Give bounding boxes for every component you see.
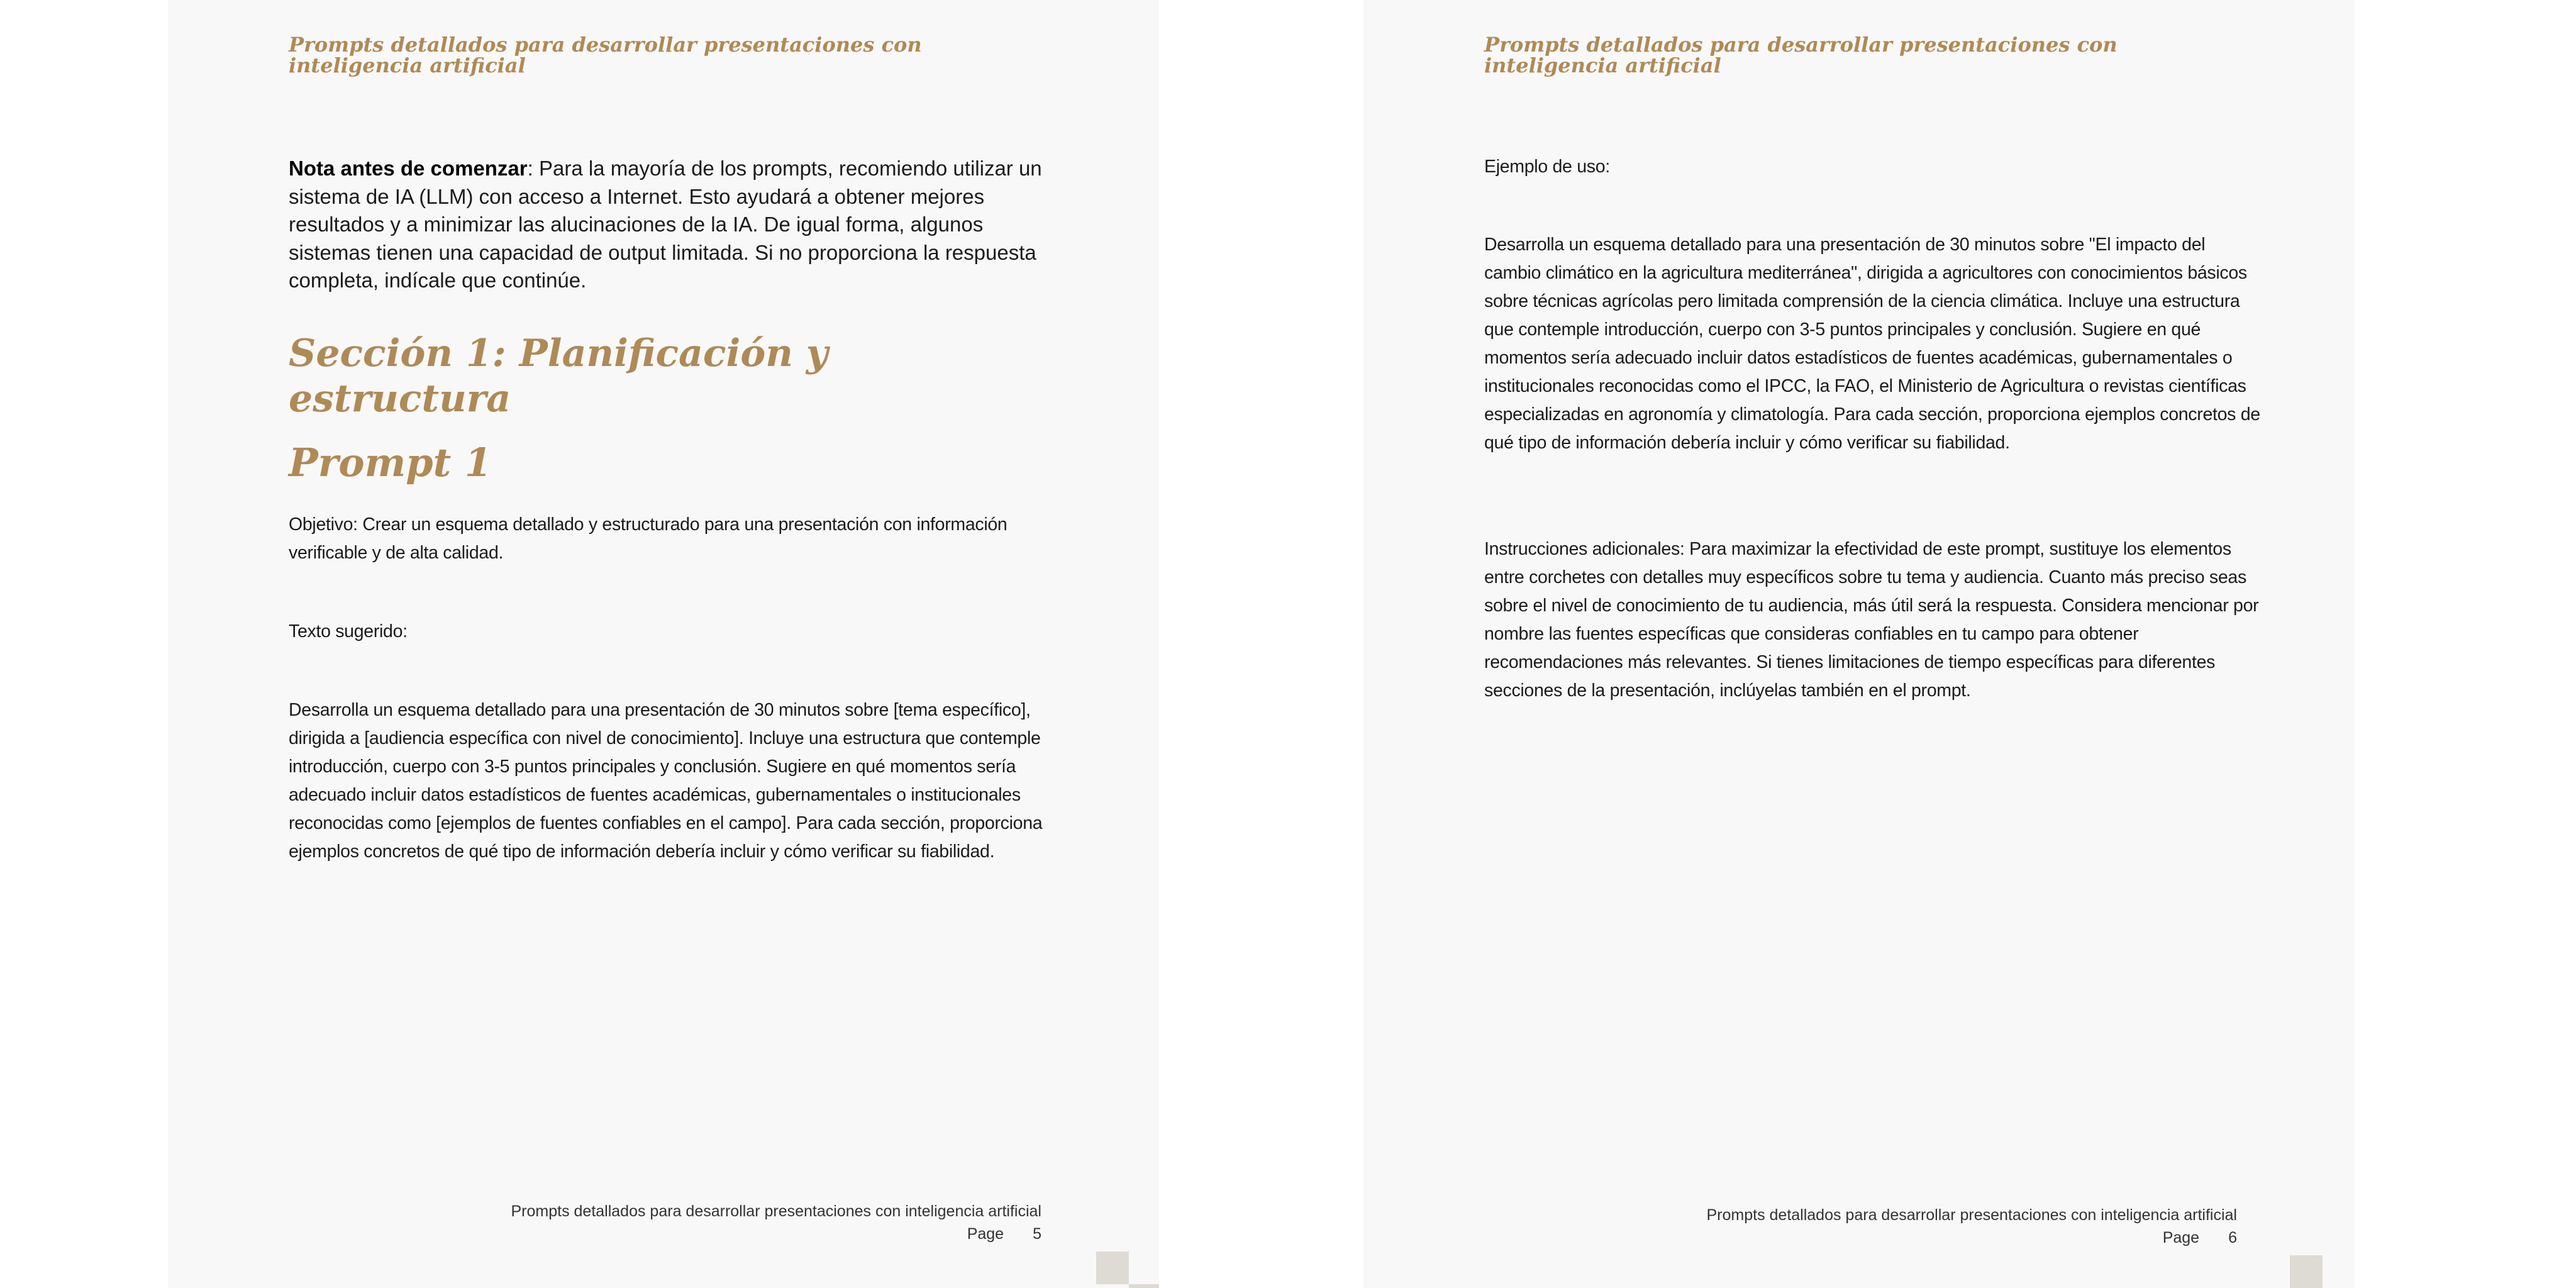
example-label: Ejemplo de uso:: [1484, 157, 1610, 177]
footer-page-label: Page: [2162, 1229, 2200, 1246]
note-text: : Para la mayoría de los prompts, recomiendo utilizar un sistema de IA (LLM) con acceso a Internet. Esto ayudará a obtener mejores resultados y a minimizar las alucinaciones de la IA. De igual forma, algunos sistemas tienen una capacidad de output limitada. Si no proporciona la respuesta completa, indícale que continúe.: [289, 157, 1042, 292]
suggested-text-label: Texto sugerido:: [289, 621, 408, 641]
suggested-text-paragraph: Desarrolla un esquema detallado para una presentación de 30 minutos sobre [tema específico], dirigida a [audiencia específica con nivel de conocimiento]. Incluye una estructura que contemple introducción, cuerpo con 3-5 puntos principales y conclusión. Sugiere en qué momentos sería adecuado incluir datos estadísticos de fuentes académicas, gubernamentales o institucionales reconocidas como [ejemplos de fuentes confiables en el campo]. Para cada sección, proporciona ejemplos concretos de qué tipo de información debería incluir y cómo verificar su fiabilidad.: [289, 700, 1043, 862]
footer-page-number: 6: [2228, 1229, 2237, 1246]
example-paragraph: Desarrolla un esquema detallado para una presentación de 30 minutos sobre "El impacto del cambio climático en la agricultura mediterránea", dirigida a agricultores con conocimientos básicos sobre técnicas agrícolas pero limitada comprensión de la ciencia climática. Incluye una estructura que contemple introducción, cuerpo con 3-5 puntos principales y conclusión. Sugiere en qué momentos sería adecuado incluir datos estadísticos de fuentes académicas, gubernamentales o institucionales reconocidas como el IPCC, la FAO, el Ministerio de Agricultura o revistas científicas especializadas en agronomía y climatología. Para cada sección, proporciona ejemplos concretos de qué tipo de información debería incluir y cómo verificar su fiabilidad.: [1484, 235, 2260, 453]
footer-page-number-line: [967, 1223, 1041, 1245]
page-corner-mark: [1096, 1252, 1129, 1284]
running-header: Prompts detallados para desarrollar presentaciones con inteligencia artificial: [1484, 33, 2118, 77]
footer-page-number: 5: [1033, 1225, 1041, 1243]
page-corner-edge: [1129, 1284, 1159, 1288]
note-paragraph: [289, 155, 1043, 295]
objective-paragraph: Objetivo: Crear un esquema detallado y estructurado para una presentación con información verificable y de alta calidad.: [289, 514, 1008, 563]
footer-page-number-line: [2163, 1226, 2237, 1249]
section-heading: Sección 1: Planificación y estructura: [289, 331, 828, 421]
prompt-heading: Prompt 1: [289, 440, 492, 486]
footer-title: Prompts detallados para desarrollar presentaciones con inteligencia artificial: [1706, 1206, 2237, 1224]
page-corner-mark: [2290, 1255, 2323, 1288]
footer-title: Prompts detallados para desarrollar presentaciones con inteligencia artificial: [511, 1202, 1041, 1220]
document-page-6: [1363, 0, 2355, 1288]
document-page-5: [168, 0, 1159, 1288]
running-header: Prompts detallados para desarrollar presentaciones con inteligencia artificial: [289, 33, 922, 77]
additional-instructions-paragraph: Instrucciones adicionales: Para maximizar la efectividad de este prompt, sustituye los elementos entre corchetes con detalles muy específicos sobre tu tema y audiencia. Cuanto más preciso seas sobre el nivel de conocimiento de tu audiencia, más útil será la respuesta. Considera mencionar por nombre las fuentes específicas que consideras confiables en tu campo para obtener recomendaciones más relevantes. Si tienes limitaciones de tiempo específicas para diferentes secciones de la presentación, inclúyelas también en el prompt.: [1484, 539, 2259, 701]
footer-page-label: Page: [967, 1225, 1004, 1243]
note-label: Nota antes de comenzar: [289, 157, 528, 180]
